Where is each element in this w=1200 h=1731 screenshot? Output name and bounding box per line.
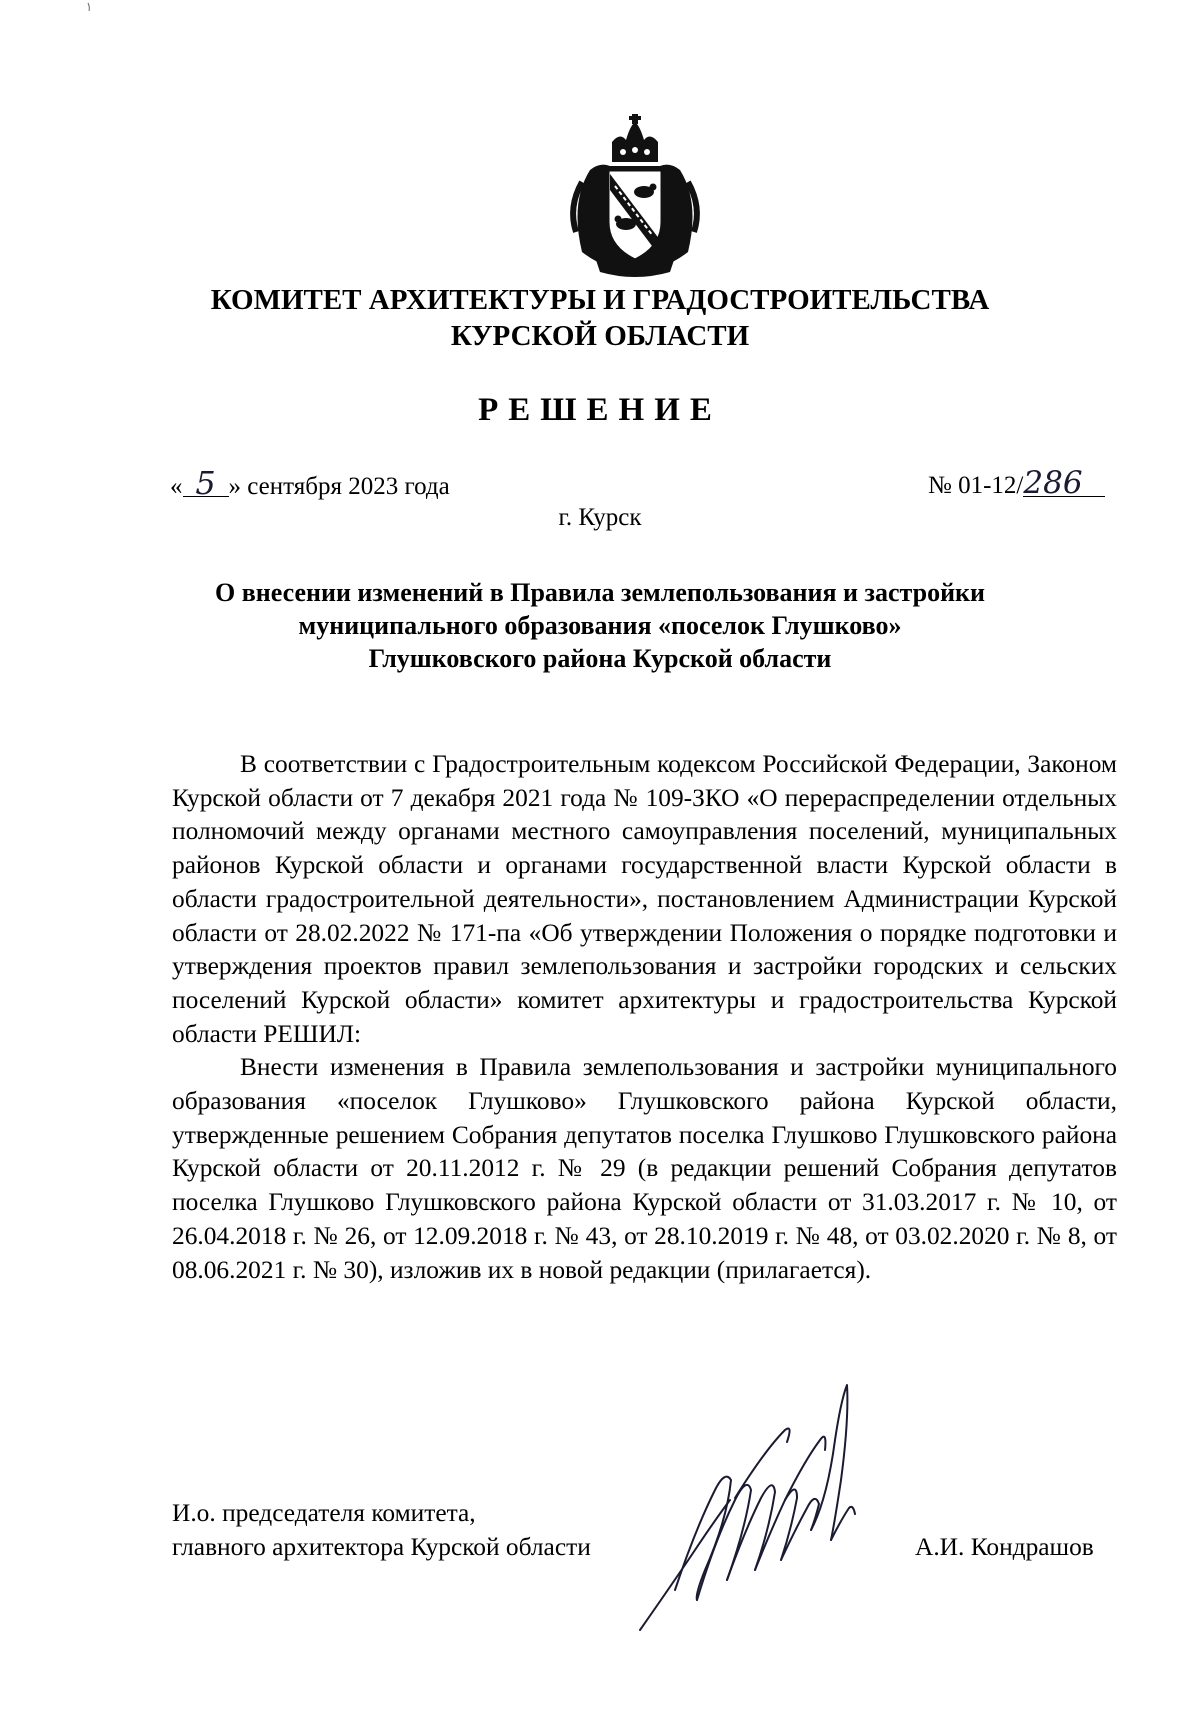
number-prefix: № 01-12/ [928,472,1024,499]
subject-line3: Глушковского района Курской области [368,644,832,673]
scan-mark-icon [86,2,92,12]
subject-line1: О внесении изменений в Правила землепользования и застройки [214,578,986,607]
signatory-name: А.И. Кондрашов [915,1533,1094,1561]
number-handwritten: 286 [1023,470,1105,497]
subject-line2: муниципального образования «поселок Глушково» [298,611,902,640]
document-type: РЕШЕНИЕ [478,392,722,428]
document-number [928,465,1105,501]
body-paragraph-1: В соответствии с Градостроительным кодексом Российской Федерации, Законом Курской области от 7 декабря 2021 года № 109-ЗКО «О перераспределении отдельных полномочий между органами местного самоуправления поселений, муниципальных районов Курской области и органами государственной власти Курской области в области градостроительной деятельности», постановлением Администрации Курской области от 28.02.2022 № 171-па «Об утверждении Положения о порядке подготовки и утверждения проектов правил землепользования и застройки городских и сельских поселений Курской области» комитет архитектуры и градостроительства Курской области РЕШИЛ: [172,750,1117,1048]
body-paragraph-2: Внести изменения в Правила землепользования и застройки муниципального образования «поселок Глушково» Глушковского района Курской области, утвержденные решением Собрания депутатов поселка Глушково Глушковского района Курской области от 20.11.2012 г. № 29 (в редакции решений Собрания депутатов поселка Глушково Глушковского района Курской области от 31.03.2017 г. № 10, от 26.04.2018 г. № 26, от 12.09.2018 г. № 43, от 28.10.2019 г. № 48, от 03.02.2020 г. № 8, от 08.06.2021 г. № 30), изложив их в новой редакции (прилагается). [172,1053,1117,1284]
organization-title [0,282,1200,354]
document-city: г. Курск [558,504,642,531]
date-day-handwritten: 5 [183,470,229,497]
signatory-position [172,1497,591,1564]
organization-title-line1: КОМИТЕТ АРХИТЕКТУРЫ И ГРАДОСТРОИТЕЛЬСТВА [210,284,990,316]
organization-title-line2: КУРСКОЙ ОБЛАСТИ [450,320,750,352]
document-date [170,464,450,502]
signature-icon [635,1380,925,1635]
date-rest: » сентября 2023 года [228,473,450,500]
position-line2: главного архитектора Курской области [172,1532,591,1561]
position-line1: И.о. председателя комитета, [172,1499,476,1527]
document-body [172,748,1117,1287]
coat-of-arms-icon [560,112,710,277]
date-open-quote: « [170,473,183,500]
document-subject [170,576,1030,675]
